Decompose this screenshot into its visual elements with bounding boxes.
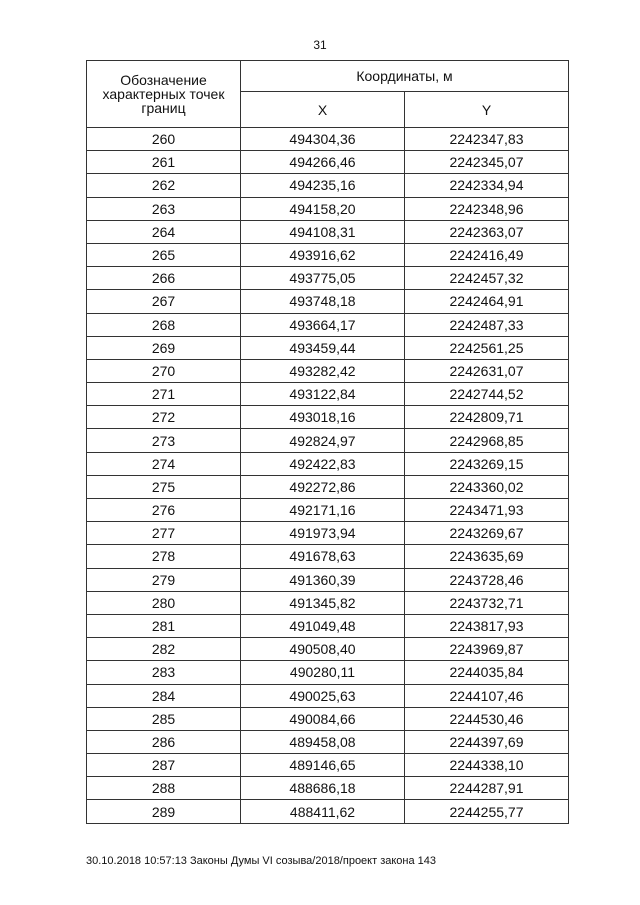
- cell-point-id: 262: [87, 174, 241, 197]
- cell-x: 494304,36: [241, 128, 405, 151]
- cell-point-id: 281: [87, 614, 241, 637]
- coordinates-table: [86, 60, 569, 824]
- table-row: [87, 591, 569, 614]
- table-row: [87, 243, 569, 266]
- cell-point-id: 263: [87, 197, 241, 220]
- cell-point-id: 288: [87, 777, 241, 800]
- table-row: [87, 267, 569, 290]
- cell-point-id: 284: [87, 684, 241, 707]
- cell-x: 494266,46: [241, 151, 405, 174]
- table-row: [87, 800, 569, 823]
- cell-x: 492824,97: [241, 429, 405, 452]
- cell-x: 490025,63: [241, 684, 405, 707]
- cell-x: 492422,83: [241, 452, 405, 475]
- table-row: [87, 359, 569, 382]
- cell-y: 2244530,46: [405, 707, 569, 730]
- cell-x: 493748,18: [241, 290, 405, 313]
- table-body: [87, 128, 569, 824]
- cell-x: 489458,08: [241, 730, 405, 753]
- cell-x: 491678,63: [241, 545, 405, 568]
- cell-y: 2244287,91: [405, 777, 569, 800]
- cell-point-id: 289: [87, 800, 241, 823]
- cell-point-id: 282: [87, 638, 241, 661]
- header-point-designation: Обозначение характерных точек границ: [87, 61, 241, 128]
- cell-x: 493916,62: [241, 243, 405, 266]
- cell-x: 493018,16: [241, 406, 405, 429]
- cell-point-id: 266: [87, 267, 241, 290]
- cell-y: 2243732,71: [405, 591, 569, 614]
- cell-y: 2242809,71: [405, 406, 569, 429]
- cell-x: 490280,11: [241, 661, 405, 684]
- cell-y: 2244255,77: [405, 800, 569, 823]
- cell-y: 2242561,25: [405, 336, 569, 359]
- cell-y: 2244338,10: [405, 754, 569, 777]
- table-row: [87, 777, 569, 800]
- table-row: [87, 383, 569, 406]
- cell-point-id: 265: [87, 243, 241, 266]
- table-row: [87, 522, 569, 545]
- cell-point-id: 275: [87, 475, 241, 498]
- table-row: [87, 614, 569, 637]
- cell-y: 2242487,33: [405, 313, 569, 336]
- table-row: [87, 638, 569, 661]
- table-row: [87, 684, 569, 707]
- cell-y: 2244397,69: [405, 730, 569, 753]
- cell-x: 491345,82: [241, 591, 405, 614]
- cell-point-id: 278: [87, 545, 241, 568]
- cell-y: 2243728,46: [405, 568, 569, 591]
- table-row: [87, 545, 569, 568]
- cell-point-id: 285: [87, 707, 241, 730]
- table-row: [87, 174, 569, 197]
- table-row: [87, 499, 569, 522]
- cell-x: 491973,94: [241, 522, 405, 545]
- cell-x: 492272,86: [241, 475, 405, 498]
- table-row: [87, 197, 569, 220]
- cell-y: 2244107,46: [405, 684, 569, 707]
- cell-point-id: 283: [87, 661, 241, 684]
- cell-x: 488411,62: [241, 800, 405, 823]
- table-row: [87, 220, 569, 243]
- cell-x: 492171,16: [241, 499, 405, 522]
- cell-y: 2243269,15: [405, 452, 569, 475]
- cell-x: 493282,42: [241, 359, 405, 382]
- cell-y: 2243635,69: [405, 545, 569, 568]
- cell-x: 493459,44: [241, 336, 405, 359]
- table-row: [87, 336, 569, 359]
- table-row: [87, 429, 569, 452]
- cell-y: 2242416,49: [405, 243, 569, 266]
- cell-point-id: 260: [87, 128, 241, 151]
- cell-x: 493122,84: [241, 383, 405, 406]
- cell-point-id: 279: [87, 568, 241, 591]
- cell-point-id: 276: [87, 499, 241, 522]
- cell-point-id: 272: [87, 406, 241, 429]
- cell-x: 494158,20: [241, 197, 405, 220]
- cell-point-id: 274: [87, 452, 241, 475]
- cell-point-id: 264: [87, 220, 241, 243]
- cell-y: 2243969,87: [405, 638, 569, 661]
- cell-y: 2242348,96: [405, 197, 569, 220]
- cell-y: 2242347,83: [405, 128, 569, 151]
- table-row: [87, 707, 569, 730]
- cell-y: 2242334,94: [405, 174, 569, 197]
- cell-y: 2242457,32: [405, 267, 569, 290]
- cell-x: 490084,66: [241, 707, 405, 730]
- table-row: [87, 151, 569, 174]
- cell-point-id: 273: [87, 429, 241, 452]
- cell-y: 2244035,84: [405, 661, 569, 684]
- table-row: [87, 290, 569, 313]
- cell-x: 490508,40: [241, 638, 405, 661]
- table-row: [87, 475, 569, 498]
- header-y: Y: [405, 92, 569, 128]
- cell-y: 2242363,07: [405, 220, 569, 243]
- cell-point-id: 261: [87, 151, 241, 174]
- cell-y: 2242968,85: [405, 429, 569, 452]
- cell-point-id: 269: [87, 336, 241, 359]
- cell-x: 491360,39: [241, 568, 405, 591]
- cell-point-id: 287: [87, 754, 241, 777]
- footer-stamp: 30.10.2018 10:57:13 Законы Думы VI созыва/2018/проект закона 143: [86, 855, 437, 867]
- cell-point-id: 271: [87, 383, 241, 406]
- cell-point-id: 286: [87, 730, 241, 753]
- cell-y: 2243817,93: [405, 614, 569, 637]
- cell-x: 493664,17: [241, 313, 405, 336]
- cell-x: 491049,48: [241, 614, 405, 637]
- cell-y: 2243471,93: [405, 499, 569, 522]
- cell-y: 2242464,91: [405, 290, 569, 313]
- header-x: X: [241, 92, 405, 128]
- table-row: [87, 313, 569, 336]
- cell-point-id: 277: [87, 522, 241, 545]
- cell-y: 2242631,07: [405, 359, 569, 382]
- cell-point-id: 280: [87, 591, 241, 614]
- table-row: [87, 406, 569, 429]
- cell-x: 494108,31: [241, 220, 405, 243]
- cell-x: 489146,65: [241, 754, 405, 777]
- table-row: [87, 661, 569, 684]
- cell-y: 2242345,07: [405, 151, 569, 174]
- cell-point-id: 270: [87, 359, 241, 382]
- header-coordinates: Координаты, м: [241, 61, 569, 92]
- cell-x: 494235,16: [241, 174, 405, 197]
- page-number: 31: [313, 38, 327, 52]
- cell-x: 488686,18: [241, 777, 405, 800]
- table-row: [87, 730, 569, 753]
- table-row: [87, 568, 569, 591]
- cell-y: 2243269,67: [405, 522, 569, 545]
- cell-x: 493775,05: [241, 267, 405, 290]
- table-row: [87, 754, 569, 777]
- cell-point-id: 267: [87, 290, 241, 313]
- table-row: [87, 452, 569, 475]
- cell-y: 2242744,52: [405, 383, 569, 406]
- table-row: [87, 128, 569, 151]
- cell-point-id: 268: [87, 313, 241, 336]
- cell-y: 2243360,02: [405, 475, 569, 498]
